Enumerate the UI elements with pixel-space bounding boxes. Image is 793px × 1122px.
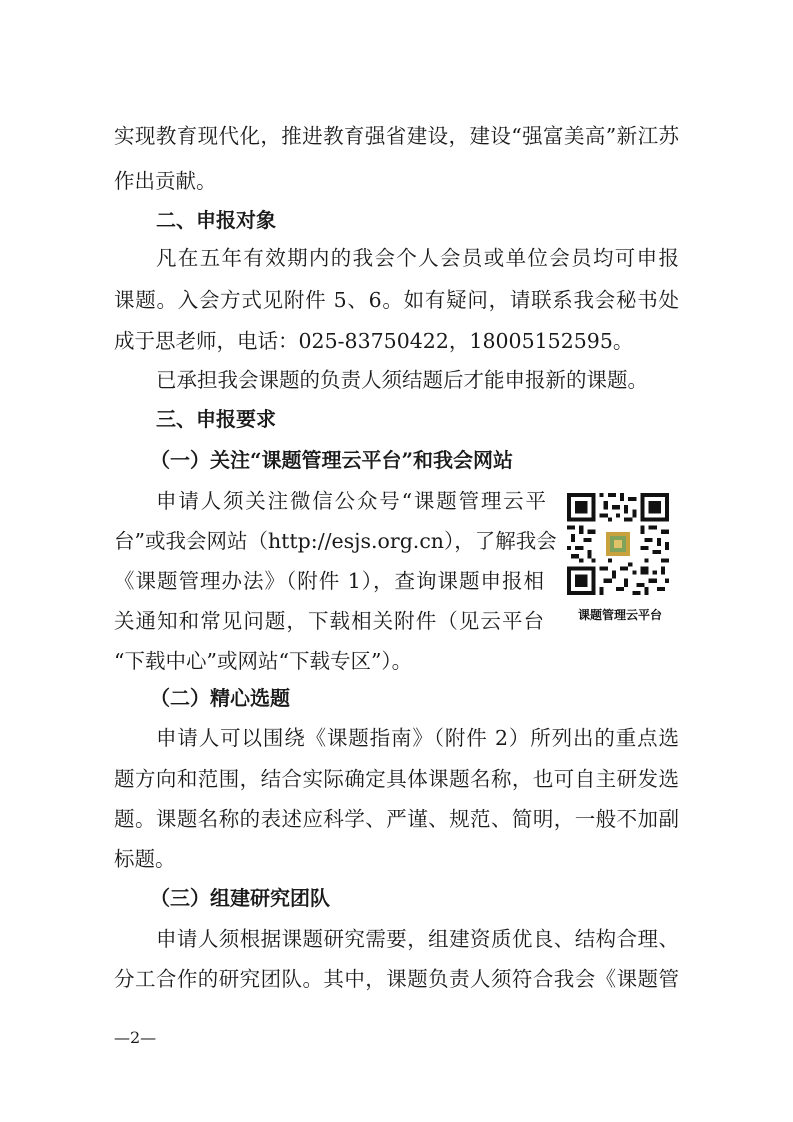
subsection-heading-3: （三）组建研究团队 xyxy=(150,886,330,910)
paragraph-line: 成于思老师，电话：025-83750422，18005152595。 xyxy=(114,329,634,353)
section-heading-2: 二、申报对象 xyxy=(156,208,276,232)
paragraph-line: 已承担我会课题的负责人须结题后才能申报新的课题。 xyxy=(156,368,648,392)
paragraph-line: 分工合作的研究团队。其中，课题负责人须符合我会《课题管 xyxy=(114,967,679,991)
qr-code-icon xyxy=(567,493,669,595)
paragraph-line: 作出贡献。 xyxy=(114,169,217,193)
paragraph-line: 台”或我会网站（http://esjs.org.cn），了解我会 xyxy=(114,529,557,553)
paragraph-line: 课题。入会方式见附件 5、6。如有疑问，请联系我会秘书处 xyxy=(114,288,679,312)
section-heading-3: 三、申报要求 xyxy=(156,407,276,431)
paragraph-line: 题。课题名称的表述应科学、严谨、规范、简明，一般不加副 xyxy=(114,807,679,831)
paragraph-line: 申请人须根据课题研究需要，组建资质优良、结构合理、 xyxy=(156,927,679,951)
page-number: —2— xyxy=(114,1028,157,1047)
subsection-heading-2: （二）精心选题 xyxy=(150,686,290,710)
paragraph-line: 凡在五年有效期内的我会个人会员或单位会员均可申报 xyxy=(156,246,679,270)
paragraph-line: 申请人须关注微信公众号“课题管理云平 xyxy=(156,489,546,513)
paragraph-line: 题方向和范围，结合实际确定具体课题名称，也可自主研发选 xyxy=(114,767,679,791)
paragraph-line: 《课题管理办法》（附件 1），查询课题申报相 xyxy=(114,569,544,593)
paragraph-line: “下载中心”或网站“下载专区”）。 xyxy=(114,649,413,673)
paragraph-line: 标题。 xyxy=(114,847,176,871)
qr-caption: 课题管理云平台 xyxy=(577,608,662,622)
paragraph-line: 实现教育现代化，推进教育强省建设，建设“强富美高”新江苏 xyxy=(114,124,679,148)
subsection-heading-1: （一）关注“课题管理云平台”和我会网站 xyxy=(150,448,514,472)
paragraph-line: 关通知和常见问题，下载相关附件（见云平台 xyxy=(114,609,544,633)
paragraph-line: 申请人可以围绕《课题指南》（附件 2）所列出的重点选 xyxy=(156,726,679,750)
